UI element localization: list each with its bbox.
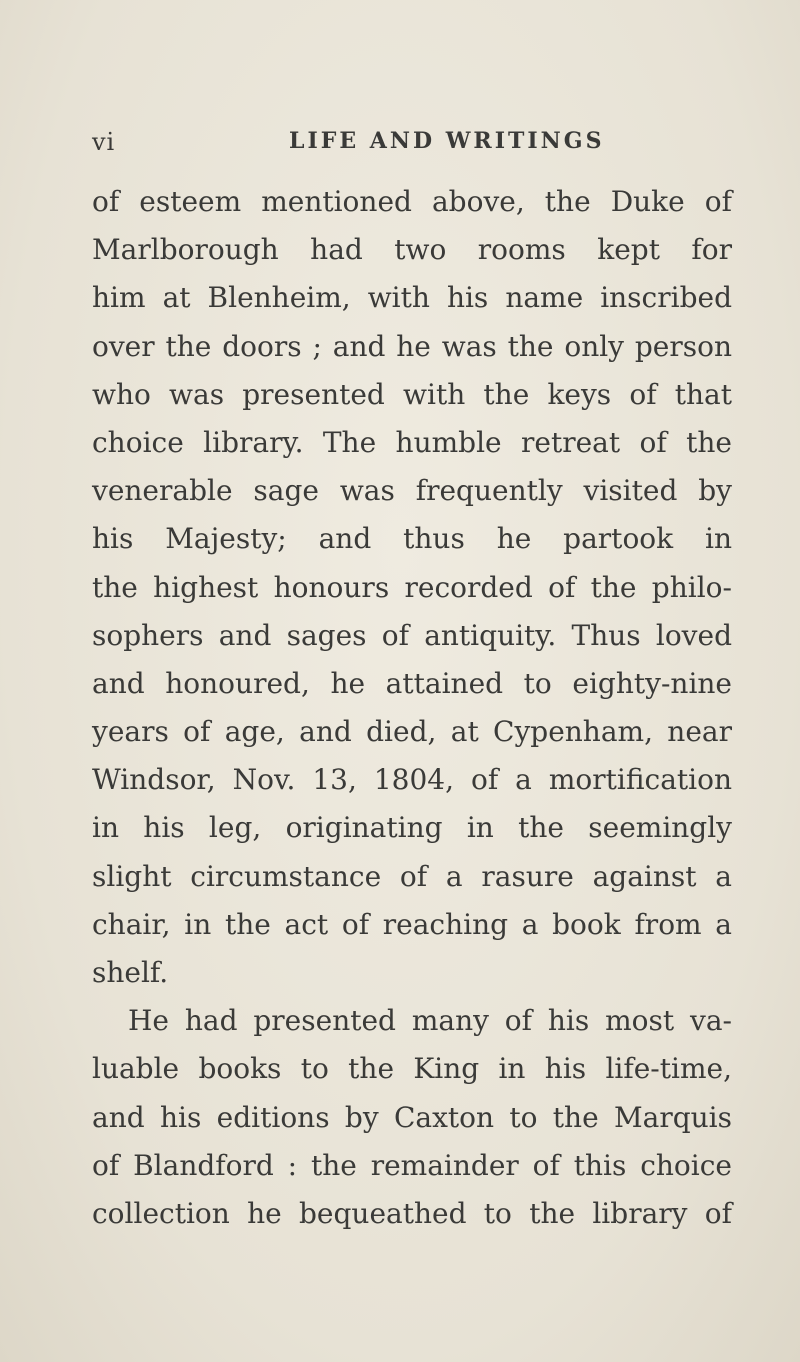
text-line: collection he bequeathed to the library of — [92, 1196, 732, 1230]
text-line: who was presented with the keys of that — [92, 377, 732, 411]
text-line: his Majesty; and thus he partook in — [92, 522, 732, 556]
text-line: and honoured, he attained to eighty-nine — [92, 666, 732, 700]
text-line: chair, in the act of reaching a book from a — [92, 907, 732, 941]
text-line: and his editions by Caxton to the Marquis — [92, 1100, 732, 1134]
text-line: years of age, and died, at Cypenham, near — [92, 715, 732, 749]
paragraph-end-line: shelf. — [92, 956, 169, 989]
text-line: in his leg, originating in the seemingly — [92, 811, 732, 845]
text-line: sophers and sages of antiquity. Thus loved — [92, 618, 732, 652]
text-line: choice library. The humble retreat of the — [92, 425, 732, 459]
paragraph-start-line: He had presented many of his most va- — [128, 1004, 732, 1038]
text-line: luable books to the King in his life-time, — [92, 1052, 732, 1086]
page-number: vi — [92, 128, 116, 156]
text-line: slight circumstance of a rasure against a — [92, 859, 732, 893]
text-line: of Blandford : the remainder of this choice — [92, 1148, 732, 1182]
running-title: LIFE AND WRITINGS — [289, 128, 605, 154]
text-line: him at Blenheim, with his name inscribed — [92, 281, 732, 315]
body-text — [92, 178, 732, 1238]
text-line: the highest honours recorded of the philo- — [92, 570, 732, 604]
text-line: venerable sage was frequently visited by — [92, 474, 732, 508]
text-line: Marlborough had two rooms kept for — [92, 233, 732, 267]
text-line: over the doors ; and he was the only person — [92, 329, 732, 363]
text-line: Windsor, Nov. 13, 1804, of a mortification — [92, 763, 732, 797]
running-head — [92, 128, 712, 158]
text-line: of esteem mentioned above, the Duke of — [92, 185, 732, 218]
